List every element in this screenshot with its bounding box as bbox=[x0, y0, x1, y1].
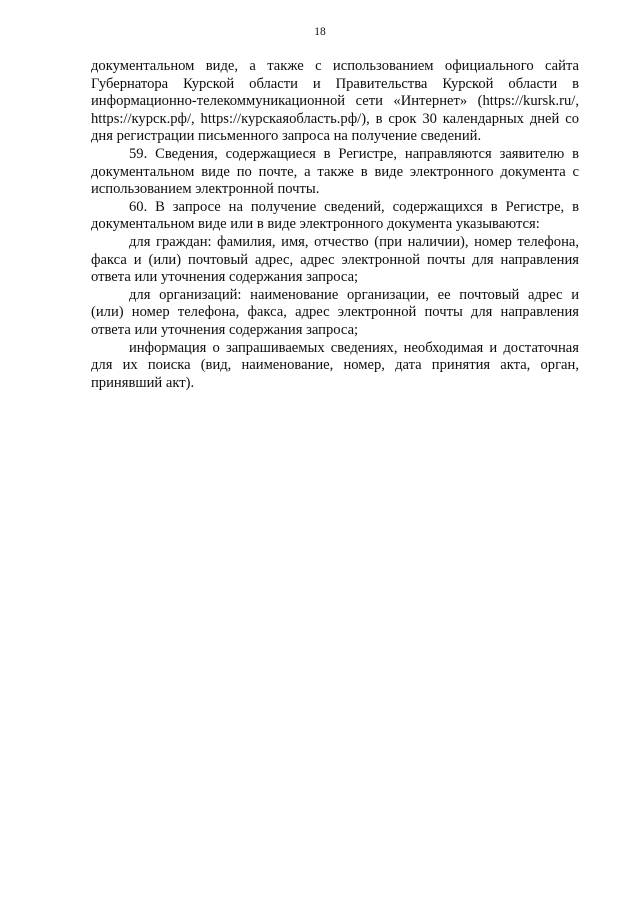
paragraph-organizations: для организаций: наименование организации, ее почтовый адрес и (или) номер телефона, факса, адрес электронной почты для направления ответа или уточнения содержания запроса; bbox=[91, 286, 579, 338]
paragraph-60: 60. В запросе на получение сведений, содержащихся в Регистре, в документальном виде или в виде электронного документа указываются: bbox=[91, 198, 579, 233]
document-body bbox=[91, 58, 579, 392]
paragraph-59: 59. Сведения, содержащиеся в Регистре, направляются заявителю в документальном виде по почте, а также в виде электронного документа с использованием электронной почты. bbox=[91, 145, 579, 198]
paragraph-citizens: для граждан: фамилия, имя, отчество (при наличии), номер телефона, факса и (или) почтовый адрес, адрес электронной почты для направления ответа или уточнения содержания запроса; bbox=[91, 233, 579, 286]
paragraph-information: информация о запрашиваемых сведениях, необходимая и достаточная для их поиска (вид, наименование, номер, дата принятия акта, орган, принявший акт). bbox=[91, 339, 579, 391]
page-number: 18 bbox=[314, 26, 326, 38]
paragraph-continuation: документальном виде, а также с использованием официального сайта Губернатора Курской области и Правительства Курской области в информационно-телекоммуникационной сети «Интернет» (https://kursk.ru/, https://курск.рф/, https://курскаяобласть.рф/), в срок 30 календарных дней со дня регистрации письменного запроса на получение сведений. bbox=[91, 58, 579, 145]
